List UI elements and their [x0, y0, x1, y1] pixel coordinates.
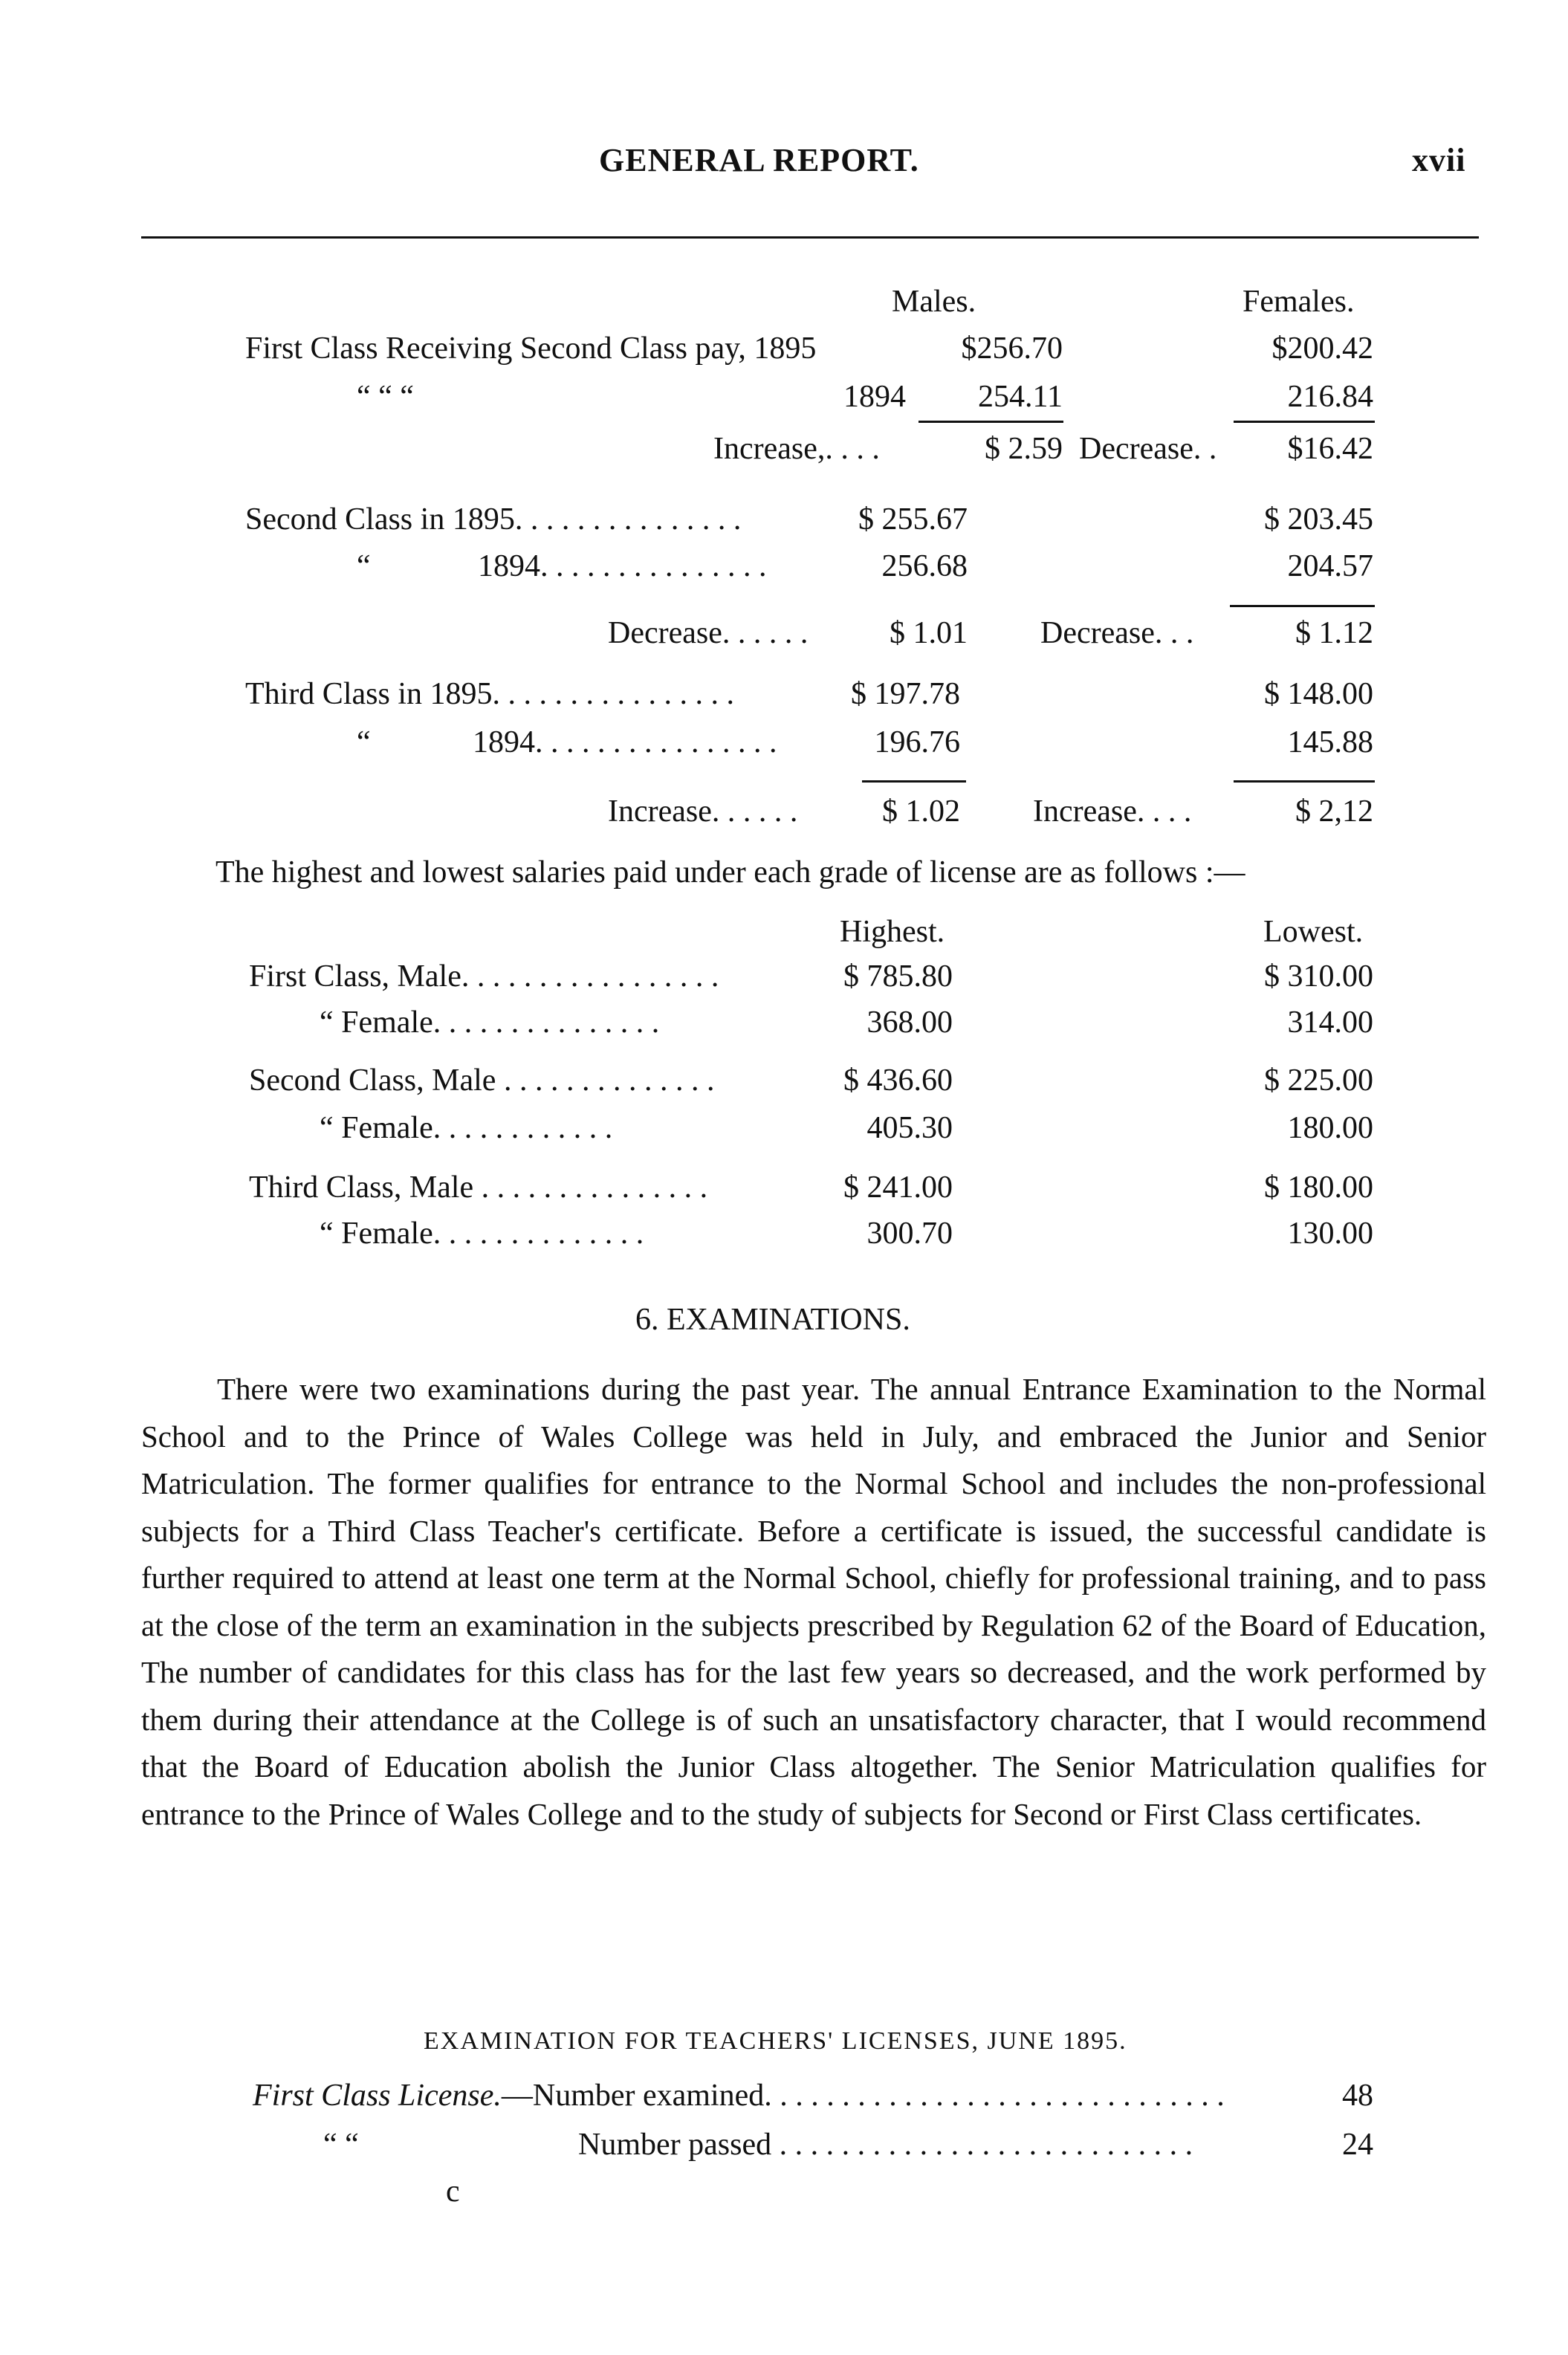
- tc-males-sum-rule: [862, 780, 966, 783]
- tc-1894-females: 145.88: [1287, 725, 1373, 759]
- section-heading: 6. EXAMINATIONS.: [635, 1303, 910, 1337]
- fcsc-1895-label: First Class Receiving Second Class pay, 1895: [245, 331, 817, 366]
- sc-diff-females: $ 1.12: [1295, 616, 1373, 650]
- tc-diff-label-females: Increase. . . .: [1033, 794, 1192, 829]
- fcsc-1895-males: $256.70: [961, 331, 1063, 366]
- sc-females-sum-rule: [1230, 605, 1375, 607]
- tc-1895-label: Third Class in 1895. . . . . . . . . . . . . . . .: [245, 677, 734, 711]
- range-label: “ Female. . . . . . . . . . . . . .: [320, 1217, 644, 1251]
- col-header-lowest: Lowest.: [1263, 915, 1364, 949]
- examined-value: 48: [1342, 2079, 1373, 2113]
- col-header-males: Males.: [892, 285, 976, 319]
- range-highest: 300.70: [866, 1217, 953, 1251]
- tc-1894-males: 196.76: [874, 725, 960, 759]
- page-number: xvii: [1412, 142, 1466, 178]
- range-label: Second Class, Male . . . . . . . . . . . . . .: [249, 1063, 715, 1098]
- passed-ditto: “ “: [323, 2128, 359, 2162]
- fcsc-diff-label-females: Decrease. .: [1079, 432, 1217, 466]
- sc-diff-label-females: Decrease. . .: [1040, 616, 1194, 650]
- fcsc-males-sum-rule: [919, 421, 1063, 423]
- header-rule: [141, 236, 1479, 239]
- range-highest: $ 241.00: [843, 1170, 953, 1205]
- running-title: GENERAL REPORT.: [599, 142, 919, 178]
- tc-females-sum-rule: [1234, 780, 1375, 783]
- tc-diff-label-males: Increase. . . . . .: [608, 794, 798, 829]
- range-label: First Class, Male. . . . . . . . . . . . . . . . .: [249, 959, 719, 994]
- passed-text: Number passed . . . . . . . . . . . . . . . . . . . . . . . . . . .: [578, 2128, 1193, 2162]
- fcsc-females-sum-rule: [1234, 421, 1375, 423]
- range-highest: 368.00: [866, 1005, 953, 1040]
- fcsc-1895-females: $200.42: [1271, 331, 1373, 366]
- passed-value: 24: [1342, 2128, 1373, 2162]
- fcsc-1894-year: 1894: [843, 380, 906, 414]
- fcsc-1894-ditto: “ “ “: [357, 380, 414, 414]
- range-lowest: $ 310.00: [1264, 959, 1373, 994]
- range-highest: 405.30: [866, 1111, 953, 1145]
- sc-1894-ditto: “: [357, 549, 371, 583]
- range-lowest: 314.00: [1287, 1005, 1373, 1040]
- sc-1895-label: Second Class in 1895. . . . . . . . . . . . . . .: [245, 502, 742, 537]
- examined-text: —Number examined. . . . . . . . . . . . . . . . . . . . . . . . . . . . . .: [501, 2079, 1225, 2113]
- sc-diff-label-males: Decrease. . . . . .: [608, 616, 809, 650]
- exam-subheading: EXAMINATION FOR TEACHERS' LICENSES, JUNE 1895.: [424, 2027, 1127, 2055]
- sc-1894-label: 1894. . . . . . . . . . . . . . .: [478, 549, 767, 583]
- fcsc-diff-males: $ 2.59: [985, 432, 1063, 466]
- fcsc-diff-females: $16.42: [1287, 432, 1373, 466]
- col-header-females: Females.: [1243, 285, 1355, 319]
- tc-diff-males: $ 1.02: [882, 794, 960, 829]
- tc-1894-label: 1894. . . . . . . . . . . . . . . .: [473, 725, 777, 759]
- range-highest: $ 785.80: [843, 959, 953, 994]
- tc-1894-ditto: “: [357, 725, 371, 759]
- range-label: Third Class, Male . . . . . . . . . . . . . . .: [249, 1170, 708, 1205]
- col-header-highest: Highest.: [840, 915, 945, 949]
- range-lowest: $ 225.00: [1264, 1063, 1373, 1098]
- range-label: “ Female. . . . . . . . . . . .: [320, 1111, 613, 1145]
- license-label: First Class License.: [253, 2079, 502, 2113]
- sc-1895-females: $ 203.45: [1264, 502, 1373, 537]
- fcsc-1894-males: 254.11: [978, 380, 1063, 414]
- range-intro: The highest and lowest salaries paid under each grade of license are as follows :—: [216, 855, 1245, 890]
- sc-diff-males: $ 1.01: [890, 616, 968, 650]
- range-lowest: 130.00: [1287, 1217, 1373, 1251]
- exam-line-examined: [253, 2078, 1225, 2113]
- paragraph-text: There were two examinations during the past year. The annual Entrance Examination to the Normal School and to the Prince of Wales College was held in July, and embraced the Junior and Senior Matriculation. The former qualifies for entrance to the Normal School and includes the non-professional subjects for a Third Class Teacher's certificate. Before a certificate is issued, the successful candidate is further required to attend at least one term at the Normal School, chiefly for professional training, and to pass at the close of the term an examination in the subjects prescribed by Regulation 62 of the Board of Education, The number of candidates for this class has for the last few years so decreased, and the work performed by them during their attendance at the College is of such an unsatisfactory character, that I would recommend that the Board of Education abolish the Junior Class altogether. The Senior Matriculation qualifies for entrance to the Prince of Wales College and to the study of subjects for Second or First Class certificates.: [141, 1372, 1486, 1831]
- tc-1895-males: $ 197.78: [851, 677, 960, 711]
- range-label: “ Female. . . . . . . . . . . . . . .: [320, 1005, 660, 1040]
- range-lowest: 180.00: [1287, 1111, 1373, 1145]
- fcsc-diff-label-males: Increase,. . . .: [713, 432, 880, 466]
- fcsc-1894-females: 216.84: [1287, 380, 1373, 414]
- sc-1894-females: 204.57: [1287, 549, 1373, 583]
- tc-diff-females: $ 2,12: [1295, 794, 1373, 829]
- examinations-paragraph: [141, 1366, 1486, 1838]
- range-lowest: $ 180.00: [1264, 1170, 1373, 1205]
- signature-mark: c: [446, 2174, 460, 2209]
- range-highest: $ 436.60: [843, 1063, 953, 1098]
- sc-1894-males: 256.68: [881, 549, 968, 583]
- tc-1895-females: $ 148.00: [1264, 677, 1373, 711]
- sc-1895-males: $ 255.67: [858, 502, 968, 537]
